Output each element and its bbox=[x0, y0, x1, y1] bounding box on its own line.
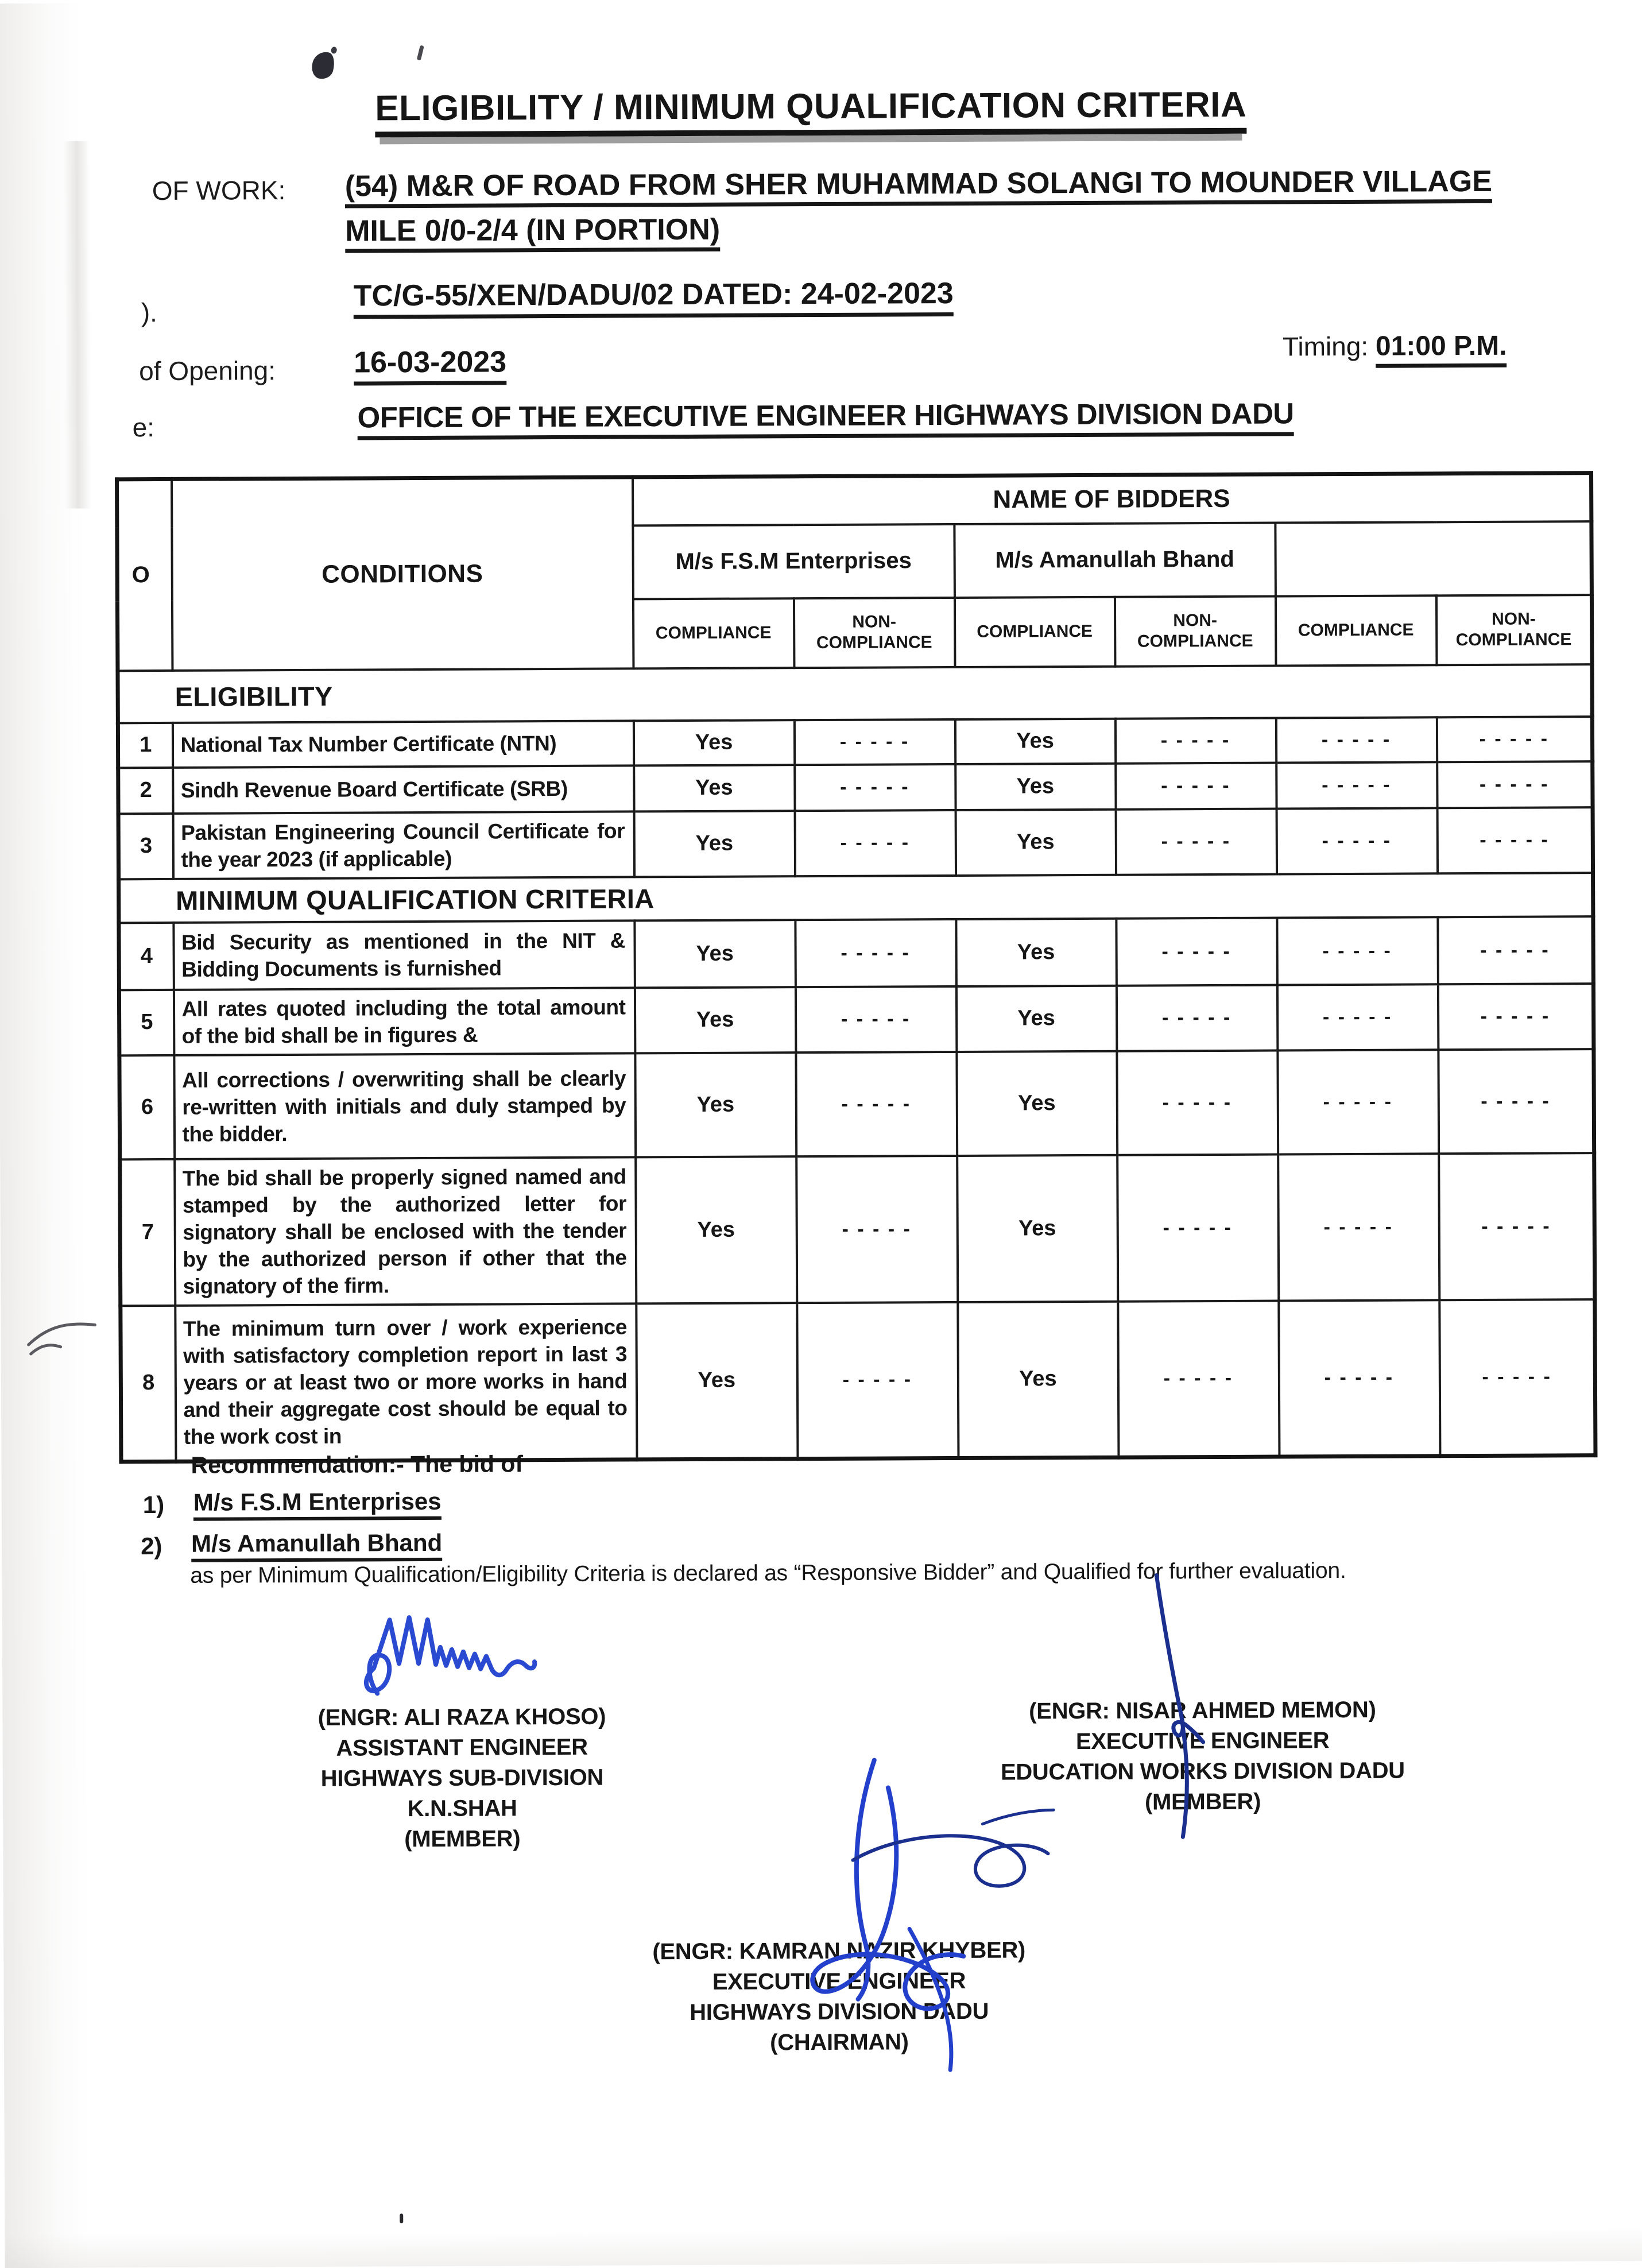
cell-value: Yes bbox=[955, 809, 1116, 875]
signatory-left-role: (MEMBER) bbox=[404, 1826, 521, 1852]
condition-text: National Tax Number Certificate (NTN) bbox=[172, 721, 633, 768]
pen-tick-mark bbox=[417, 45, 424, 61]
row-number: 4 bbox=[119, 922, 174, 989]
cell-value: Yes bbox=[956, 1051, 1117, 1155]
cell-value: - - - - - bbox=[1276, 717, 1436, 763]
work-line-1: (54) M&R OF ROAD FROM SHER MUHAMMAD SOLANGI TO MOUNDER VILLAGE bbox=[345, 165, 1492, 208]
condition-text: Sindh Revenue Board Certificate (SRB) bbox=[173, 765, 634, 814]
cell-value: - - - - - bbox=[1118, 1301, 1279, 1457]
declaration-text: as per Minimum Qualification/Eligibility Criteria is declared as “Responsive Bidder” and Qualified for further evaluation. bbox=[190, 1558, 1346, 1588]
work-description bbox=[345, 159, 1500, 254]
row-number: 6 bbox=[119, 1055, 175, 1159]
signature-nisar-ahmed-memon bbox=[1113, 1572, 1246, 1842]
cell-value: Yes bbox=[633, 720, 794, 765]
cell-value: Yes bbox=[634, 765, 795, 811]
list-item-1-number: 1) bbox=[142, 1491, 165, 1519]
table-row bbox=[120, 1153, 1595, 1306]
cell-value: - - - - - bbox=[1438, 916, 1594, 984]
cell-value: - - - - - bbox=[1437, 761, 1593, 808]
opening-date: 16-03-2023 bbox=[354, 345, 506, 380]
cell-value: - - - - - bbox=[1277, 917, 1438, 985]
condition-text: All corrections / overwriting shall be clearly re-written with initials and duly stamped by the bidder. bbox=[174, 1053, 636, 1159]
cell-value: Yes bbox=[957, 1155, 1118, 1302]
cell-value: Yes bbox=[636, 1156, 797, 1303]
cell-value: - - - - - bbox=[795, 919, 956, 986]
table-row bbox=[118, 807, 1593, 879]
scan-fold-line bbox=[63, 141, 91, 509]
signatory-center-division: HIGHWAYS DIVISION DADU bbox=[690, 1998, 989, 2026]
venue-label: e: bbox=[132, 412, 155, 443]
cell-value: - - - - - bbox=[795, 810, 955, 876]
cell-value: - - - - - bbox=[797, 1302, 958, 1458]
non-compliance-header-2: NON-COMPLIANCE bbox=[1114, 596, 1276, 666]
ink-blot-mark bbox=[309, 49, 337, 82]
row-number: 1 bbox=[118, 722, 172, 767]
conditions-column-header: CONDITIONS bbox=[172, 477, 633, 671]
signatory-left-division: HIGHWAYS SUB-DIVISION K.N.SHAH bbox=[320, 1764, 604, 1822]
ref-label: ). bbox=[141, 297, 157, 328]
cell-value: - - - - - bbox=[794, 719, 955, 764]
cell-value: - - - - - bbox=[1278, 1154, 1439, 1301]
cell-value: - - - - - bbox=[1116, 763, 1276, 809]
cell-value: - - - - - bbox=[1116, 918, 1277, 985]
compliance-header-1: COMPLIANCE bbox=[633, 598, 794, 668]
bidders-compliance-table bbox=[115, 471, 1598, 1464]
row-number: 7 bbox=[120, 1159, 175, 1305]
condition-text: Bid Security as mentioned in the NIT & Bidding Documents is furnished bbox=[173, 920, 635, 990]
row-number: 8 bbox=[121, 1305, 176, 1461]
signatory-right-title: EXECUTIVE ENGINEER bbox=[1075, 1728, 1330, 1755]
cell-value: - - - - - bbox=[796, 1155, 958, 1302]
cell-value: Yes bbox=[956, 918, 1117, 986]
sno-column-header: O bbox=[117, 479, 172, 670]
cell-value: Yes bbox=[955, 763, 1116, 810]
cell-value: - - - - - bbox=[796, 1051, 957, 1156]
table-row bbox=[119, 1049, 1594, 1159]
cell-value: Yes bbox=[635, 1052, 796, 1157]
cell-value: Yes bbox=[634, 811, 795, 877]
list-item-1: M/s F.S.M Enterprises bbox=[193, 1488, 442, 1516]
cell-value: - - - - - bbox=[795, 764, 955, 810]
signatory-center-name: (ENGR: KAMRAN NAZIR KHYBER) bbox=[652, 1937, 1026, 1965]
non-compliance-header-1: NON-COMPLIANCE bbox=[793, 597, 955, 667]
work-line-2: MILE 0/0-2/4 (IN PORTION) bbox=[345, 213, 720, 253]
bidder1-header: M/s F.S.M Enterprises bbox=[633, 524, 955, 598]
signatory-left-block bbox=[278, 1701, 646, 1855]
signatory-left-name: (ENGR: ALI RAZA KHOSO) bbox=[317, 1704, 606, 1731]
list-item-2: M/s Amanullah Bhand bbox=[191, 1529, 442, 1558]
signatory-right-division: EDUCATION WORKS DIVISION DADU bbox=[1000, 1758, 1405, 1785]
bidder2-header: M/s Amanullah Bhand bbox=[954, 523, 1276, 597]
cell-value: Yes bbox=[634, 987, 795, 1053]
cell-value: - - - - - bbox=[1279, 1300, 1440, 1457]
scan-bottom-speckle bbox=[5, 2227, 1642, 2268]
signatory-right-name: (ENGR: NISAR AHMED MEMON) bbox=[1029, 1697, 1376, 1724]
non-compliance-header-3: NON-COMPLIANCE bbox=[1436, 595, 1592, 665]
condition-text: The bid shall be properly signed named and stamped by the authorized letter for signatory shall be enclosed with the tender by the authorized person if other that the signatory of the firm. bbox=[175, 1157, 636, 1306]
pen-scribble-mark bbox=[24, 1311, 104, 1363]
cell-value: Yes bbox=[636, 1303, 797, 1460]
cell-value: - - - - - bbox=[795, 986, 956, 1052]
row-number: 2 bbox=[118, 767, 173, 813]
section-heading-minimum-qualification: MINIMUM QUALIFICATION CRITERIA bbox=[119, 873, 1593, 923]
compliance-header-2: COMPLIANCE bbox=[954, 597, 1115, 667]
stray-ink-dot bbox=[400, 2213, 403, 2223]
cell-value: - - - - - bbox=[1117, 1050, 1278, 1155]
cell-value: Yes bbox=[634, 920, 796, 988]
timing-value: 01:00 P.M. bbox=[1376, 331, 1507, 368]
row-number: 3 bbox=[118, 813, 173, 878]
cell-value: Yes bbox=[955, 718, 1115, 764]
signatory-right-role: (MEMBER) bbox=[1144, 1789, 1261, 1815]
cell-value: - - - - - bbox=[1277, 1050, 1439, 1154]
condition-text: The minimum turn over / work experience with satisfactory completion report in last 3 years or at least two or more works in hand and their aggregate cost should be equal to the work cost in bbox=[175, 1303, 637, 1462]
condition-text: All rates quoted including the total amount of the bid shall be in figures & bbox=[173, 988, 634, 1055]
bidders-group-header: NAME OF BIDDERS bbox=[633, 473, 1591, 525]
compliance-header-3: COMPLIANCE bbox=[1275, 595, 1436, 665]
recommendation-line: Recommendation:- The bid of bbox=[191, 1450, 524, 1479]
bidder3-header bbox=[1275, 521, 1592, 596]
cell-value: - - - - - bbox=[1439, 1153, 1595, 1300]
signatory-left-title: ASSISTANT ENGINEER bbox=[336, 1734, 588, 1761]
page-title: ELIGIBILITY / MINIMUM QUALIFICATION CRITERIA bbox=[317, 84, 1304, 129]
row-number: 5 bbox=[119, 989, 173, 1055]
cell-value: - - - - - bbox=[1276, 762, 1437, 808]
cell-value: - - - - - bbox=[1438, 984, 1594, 1050]
condition-text: Pakistan Engineering Council Certificate for the year 2023 (if applicable) bbox=[173, 811, 634, 879]
table-row bbox=[118, 761, 1593, 814]
signatory-center-title: EXECUTIVE ENGINEER bbox=[712, 1968, 966, 1995]
table-row bbox=[119, 984, 1594, 1055]
cell-value: - - - - - bbox=[1115, 718, 1276, 763]
list-item-2-number: 2) bbox=[141, 1532, 162, 1560]
signatory-center-role: (CHAIRMAN) bbox=[770, 2029, 909, 2056]
cell-value: - - - - - bbox=[1277, 984, 1438, 1050]
venue: OFFICE OF THE EXECUTIVE ENGINEER HIGHWAYS DIVISION DADU bbox=[357, 396, 1294, 434]
work-label: OF WORK: bbox=[152, 175, 286, 206]
timing-label: Timing: bbox=[1282, 331, 1369, 362]
table-row bbox=[119, 916, 1594, 990]
cell-value: - - - - - bbox=[1117, 1154, 1279, 1301]
table-row bbox=[121, 1299, 1595, 1462]
cell-value: - - - - - bbox=[1276, 808, 1437, 874]
cell-value: - - - - - bbox=[1438, 1049, 1594, 1154]
timing bbox=[1283, 330, 1507, 363]
cell-value: - - - - - bbox=[1437, 807, 1593, 873]
cell-value: - - - - - bbox=[1116, 985, 1277, 1051]
cell-value: - - - - - bbox=[1116, 808, 1276, 874]
signature-ali-raza-khoso bbox=[355, 1608, 609, 1709]
table-row bbox=[118, 717, 1592, 768]
cell-value: Yes bbox=[958, 1301, 1118, 1458]
cell-value: - - - - - bbox=[1439, 1299, 1595, 1456]
cell-value: Yes bbox=[956, 985, 1116, 1051]
section-heading-eligibility: ELIGIBILITY bbox=[118, 664, 1592, 723]
cell-value: - - - - - bbox=[1436, 717, 1592, 762]
opening-label: of Opening: bbox=[139, 355, 276, 386]
tender-reference: TC/G-55/XEN/DADU/02 DATED: 24-02-2023 bbox=[354, 276, 954, 314]
signature-kamran-nazir-khyber bbox=[663, 1755, 1078, 2078]
